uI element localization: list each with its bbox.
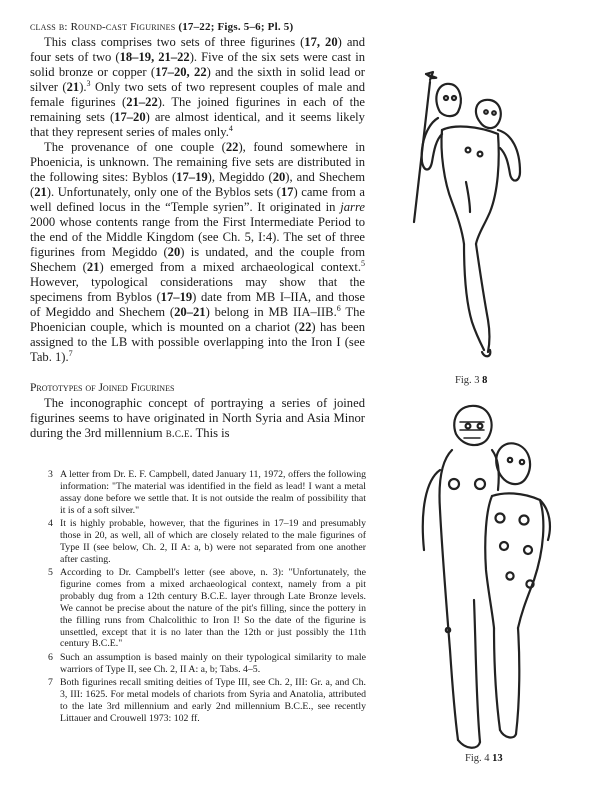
footnote: 3 A letter from Dr. E. F. Campbell, dated January 11, 1972, offers the following information: "The material was identified in the field as lead! I want a metal assay done before we settle that. It is not outside the realm of possibility that it is of a soft silver." bbox=[48, 469, 366, 516]
figure-3-caption: Fig. 3 8 bbox=[455, 375, 488, 386]
paragraph-prototypes: The inconographic concept of portraying a series of joined figurines seems to have originated in North Syria and Asia Minor during the 3rd millennium b.c.e. This is bbox=[30, 396, 365, 440]
footnote: 4 It is highly probable, however, that the figurines in 17–19 and presumably those in 20, as well, all of which are closely related to the male figurines of Type II (see below, Ch. 2, II A: a, b) were not separated from one another after casting. bbox=[48, 518, 366, 565]
class-refs: (17–22; Figs. 5–6; Pl. 5) bbox=[178, 21, 294, 33]
footnote: 6 Such an assumption is based mainly on their typological similarity to male warriors of Type II, see Ch. 2, II A: a, b; Tabs. 4–5. bbox=[48, 651, 366, 675]
figure-4-caption: Fig. 4 13 bbox=[465, 753, 503, 764]
section-heading-prototypes: Prototypes of Joined Figurines bbox=[30, 382, 175, 394]
footnote: 5 According to Dr. Campbell's letter (see above, n. 3): "Unfortunately, the figurine comes from a mixed archaeological context, namely from a pit probably dug from a 12th century B.C.E. layer through Late Bronze levels. We cannot be precise about the nature of the pit's filling, since the pottery in the filling runs from Chalcolithic to Iron I! So the date of the figurine is unsettled, except that it is no later than the 12th or just possibly the 11th century B.C.E." bbox=[48, 567, 366, 650]
figure-3-illustration bbox=[380, 22, 580, 372]
class-label: class b bbox=[30, 21, 65, 33]
class-b-heading: class b: Round-cast Figurines (17–22; Figs. 5–6; Pl. 5) bbox=[30, 21, 294, 33]
footnotes bbox=[46, 469, 366, 726]
footnote: 7 Both figurines recall smiting deities of Type III, see Ch. 2, III: Gr. a, and Ch. 3, III: 1625. For metal models of chariots from Syria and Anatolia, attributed to the late 3rd millennium and early 2nd millennium B.C.E., see recently Littauer and Crouwell 1973: 102 ff. bbox=[48, 676, 366, 724]
class-title: Round-cast Figurines bbox=[70, 21, 176, 33]
paragraph-provenance: The provenance of one couple (22), found somewhere in Phoenicia, is unknown. The remaining five sets are distributed in the following sites: Byblos (17–19), Megiddo (20), and Shechem (21). Unfortunately, only one of the Byblos sets (17) came from a well defined locus in the “Temple syrien”. It originated in jarre 2000 whose contents range from the First Intermediate Period to the end of the Middle Kingdom (see Ch. 5, I:4). The set of three figurines from Megiddo (20) is undated, and the couple from Shechem (21) emerged from a mixed archaeological context.$^5$ However, typological considerations may show that the specimens from Byblos (17–19) date from MB I–IIA, and those of Megiddo and Shechem (20–21) belong in MB IIA–IIB.$^6$ The Phoenician couple, which is mounted on a chariot (22) has been assigned to the LB with possible overlapping into the Iron I (see Tab. 1).$^7$ bbox=[30, 140, 366, 364]
figure-4-illustration bbox=[380, 400, 580, 770]
main-text-column bbox=[30, 20, 365, 441]
paragraph-classification: This class comprises two sets of three figurines (17, 20) and four sets of two (18–19, 21–22). Five of the six sets were cast in solid bronze or copper (17–20, 22) and the sixth in solid lead or silver (21).$^3$ Only two sets of two represent couples of male and female figurines (21–22). The joined figurines in each of the remaining sets (17–20) are almost identical, and it seems likely that they represent series of males only.$^4$ bbox=[30, 35, 366, 139]
